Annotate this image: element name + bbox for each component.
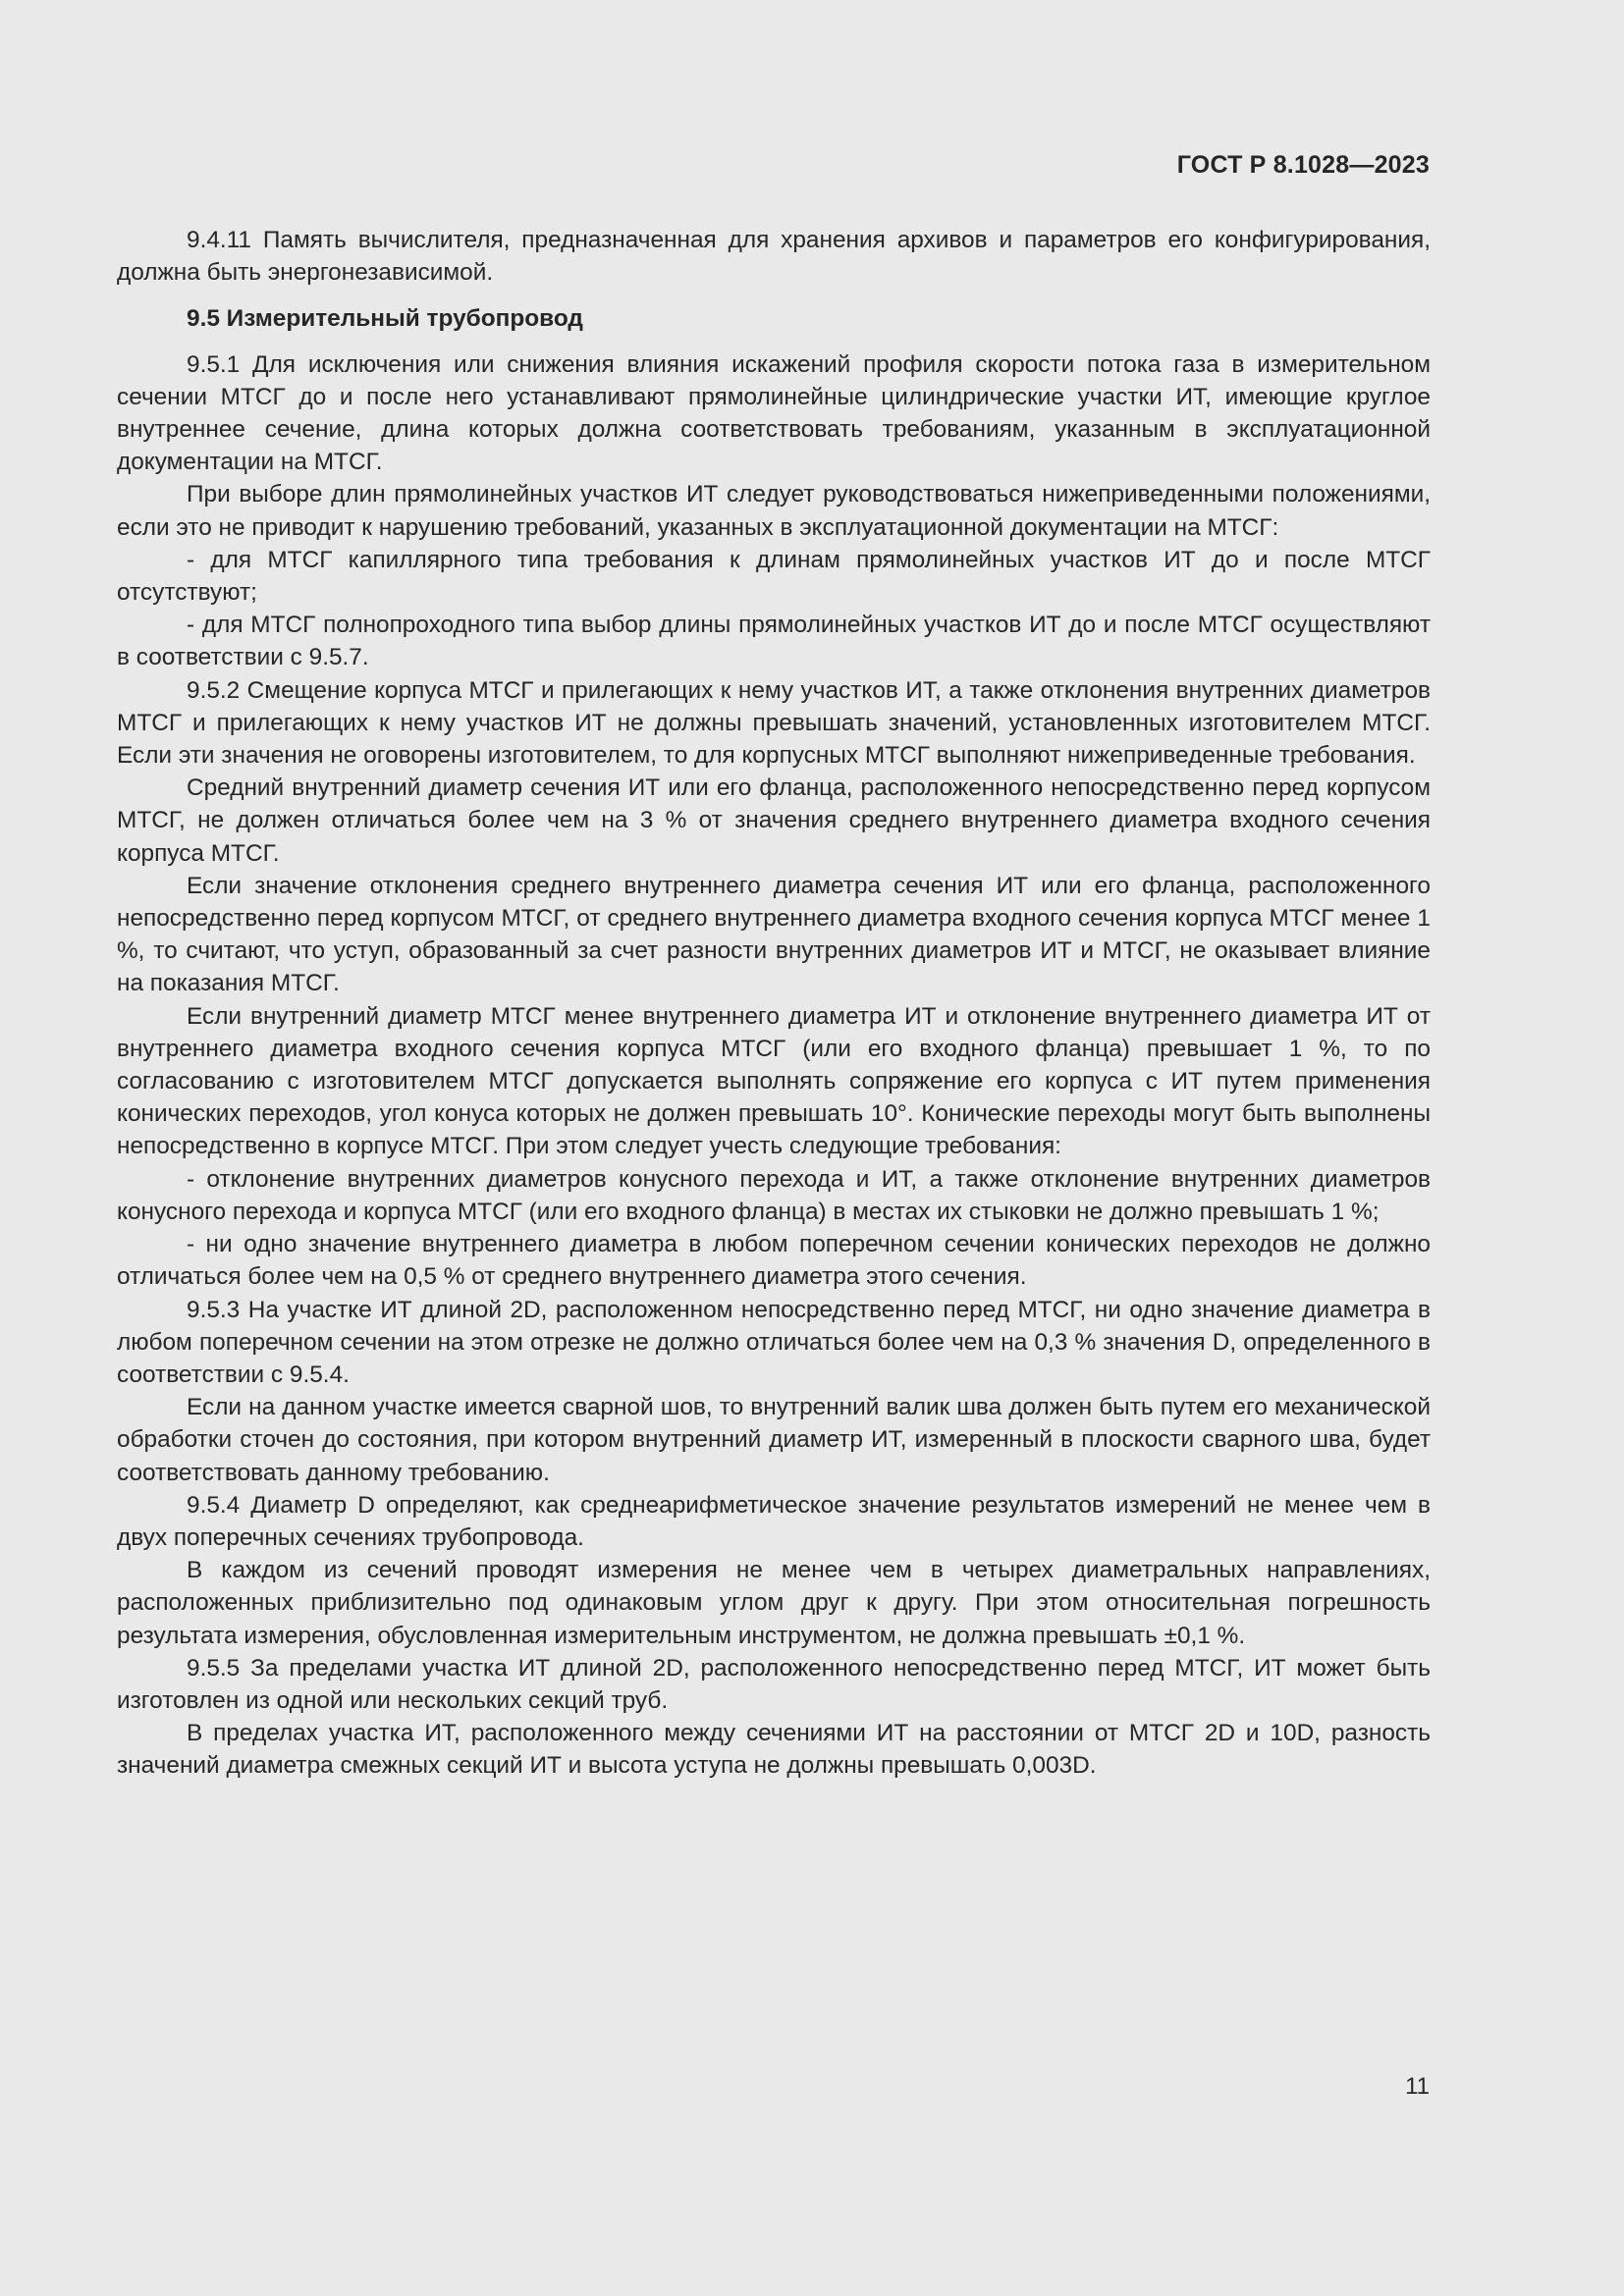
paragraph: 9.5.5 За пределами участка ИТ длиной 2D, расположенного непосредственно перед МТСГ, ИТ может быть изготовлен из одной или нескольких секций труб. (117, 1654, 1431, 1714)
paragraph: 9.5.3 На участке ИТ длиной 2D, расположенном непосредственно перед МТСГ, ни одно значение диаметра в любом поперечном сечении на этом отрезке не должно отличаться более чем на 0,3 % значения D, определенного в соответствии с 9.5.4. (117, 1296, 1431, 1388)
paragraph: 9.5.1 Для исключения или снижения влияния искажений профиля скорости потока газа в измерительном сечении МТСГ до и после него устанавливают прямолинейные цилиндрические участки ИТ, имеющие круглое внутреннее сечение, длина которых должна соответствовать требованиям, указанным в эксплуатационной документации на МТСГ. (117, 350, 1431, 476)
paragraph: Если на данном участке имеется сварной шов, то внутренний валик шва должен быть путем его механической обработки сточен до состояния, при котором внутренний диаметр ИТ, измеренный в плоскости сварного шва, будет соответствовать данному требованию. (117, 1394, 1431, 1486)
paragraph-9-4-11: 9.4.11 Память вычислителя, предназначенная для хранения архивов и параметров его конфигурирования, должна быть энергонезависимой. (117, 227, 1431, 287)
paragraph: Если значение отклонения среднего внутреннего диаметра сечения ИТ или его фланца, расположенного непосредственно перед корпусом МТСГ, от среднего внутреннего диаметра входного сечения корпуса МТСГ менее 1 %, то считают, что уступ, образованный за счет разности внутренних диаметров ИТ и МТСГ, не оказывает влияние на показания МТСГ. (117, 872, 1431, 997)
list-item: - для МТСГ капиллярного типа требования к длинам прямолинейных участков ИТ до и после МТСГ отсутствуют; (117, 546, 1431, 607)
paragraph: 9.5.4 Диаметр D определяют, как среднеарифметическое значение результатов измерений не менее чем в двух поперечных сечениях трубопровода. (117, 1491, 1431, 1551)
paragraph: В пределах участка ИТ, расположенного между сечениями ИТ на расстоянии от МТСГ 2D и 10D, разность значений диаметра смежных секций ИТ и высота уступа не должны превышать 0,003D. (117, 1720, 1431, 1780)
paragraph: При выборе длин прямолинейных участков ИТ следует руководствоваться нижеприведенными положениями, если это не приводит к нарушению требований, указанных в эксплуатационной документации на МТСГ: (117, 481, 1431, 541)
document-header: ГОСТ Р 8.1028—2023 (1176, 151, 1430, 179)
list-item: - для МТСГ полнопроходного типа выбор длины прямолинейных участков ИТ до и после МТСГ осуществляют в соответствии с 9.5.7. (117, 612, 1431, 671)
list-item: - отклонение внутренних диаметров конусного перехода и ИТ, а также отклонение внутренних диаметров конусного перехода и корпуса МТСГ (или его входного фланца) в местах их стыковки не должно превышать 1 %; (117, 1165, 1431, 1225)
section-heading-9-5: 9.5 Измерительный трубопровод (187, 305, 583, 333)
paragraph: В каждом из сечений проводят измерения не менее чем в четырех диаметральных направлениях, расположенных приблизительно под одинаковым углом друг к другу. При этом относительная погрешность результата измерения, обусловленная измерительным инструментом, не должна превышать ±0,1 %. (117, 1557, 1431, 1649)
list-item: - ни одно значение внутреннего диаметра в любом поперечном сечении конических переходов не должно отличаться более чем на 0,5 % от среднего внутреннего диаметра этого сечения. (117, 1231, 1431, 1291)
paragraph: Если внутренний диаметр МТСГ менее внутреннего диаметра ИТ и отклонение внутреннего диаметра ИТ от внутреннего диаметра входного сечения корпуса МТСГ (или его входного фланца) превышает 1 %, то по согласованию с изготовителем МТСГ допускается выполнять сопряжение его корпуса с ИТ путем применения конических переходов, угол конуса которых не должен превышать 10°. Конические переходы могут быть выполнены непосредственно в корпусе МТСГ. При этом следует учесть следующие требования: (117, 1002, 1431, 1160)
paragraph: Средний внутренний диаметр сечения ИТ или его фланца, расположенного непосредственно перед корпусом МТСГ, не должен отличаться более чем на 3 % от значения среднего внутреннего диаметра входного сечения корпуса МТСГ. (117, 774, 1431, 867)
paragraph: 9.5.2 Смещение корпуса МТСГ и прилегающих к нему участков ИТ, а также отклонения внутренних диаметров МТСГ и прилегающих к нему участков ИТ не должны превышать значений, установленных изготовителем МТСГ. Если эти значения не оговорены изготовителем, то для корпусных МТСГ выполняют нижеприведенные требования. (117, 676, 1431, 770)
page-number: 11 (1405, 2073, 1430, 2100)
document-body (117, 224, 1431, 1783)
